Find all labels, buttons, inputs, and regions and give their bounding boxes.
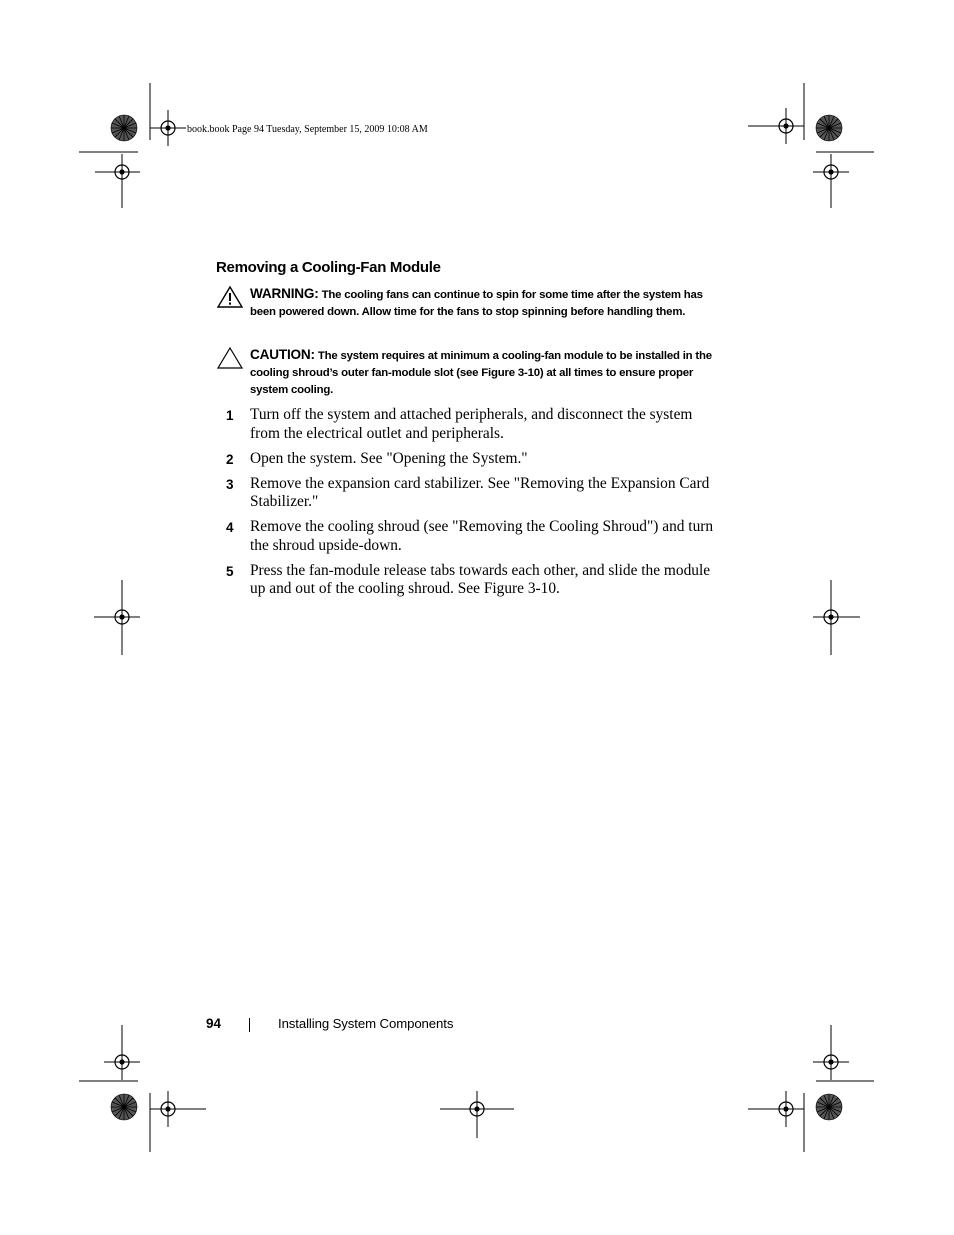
star-target-icon: [111, 115, 137, 141]
procedure-steps: [226, 406, 721, 605]
print-info-header: book.book Page 94 Tuesday, September 15, 2009 10:08 AM: [187, 124, 428, 135]
step-number: 5: [226, 563, 234, 579]
list-item: [226, 562, 721, 599]
step-text: Press the fan-module release tabs towards each other, and slide the module up and out of the cooling shroud. See Figure 3-10.: [250, 561, 711, 597]
step-text: Remove the expansion card stabilizer. See "Removing the Expansion Card Stabilizer.": [250, 474, 710, 510]
crosshair-icon: [150, 110, 186, 146]
crosshair-icon: [813, 1044, 849, 1080]
step-text: Open the system. See "Opening the System.": [250, 449, 528, 467]
star-target-icon: [816, 115, 842, 141]
caution-triangle-icon: [216, 346, 244, 370]
crosshair-icon: [104, 599, 140, 635]
step-number: 3: [226, 476, 234, 492]
page-number: 94: [206, 1016, 222, 1031]
step-number: 1: [226, 408, 234, 423]
list-item: [226, 406, 721, 443]
caution-text: [250, 346, 720, 399]
warning-label: WARNING:: [250, 286, 319, 301]
section-title: Removing a Cooling-Fan Module: [216, 259, 441, 276]
crosshair-icon: [813, 599, 849, 635]
crosshair-icon: [150, 1091, 186, 1127]
step-number: 2: [226, 451, 234, 467]
crosshair-icon: [104, 1044, 140, 1080]
crosshair-icon: [768, 1091, 804, 1127]
crosshair-icon: [459, 1091, 495, 1127]
caution-label: CAUTION:: [250, 347, 315, 362]
warning-body: The cooling fans can continue to spin for some time after the system has been powered down. Allow time for the fans to stop spinning before handling them.: [250, 289, 703, 318]
caution-body: The system requires at minimum a cooling-fan module to be installed in the cooling shroud’s outer fan-module slot (see Figure 3-10) at all times to ensure proper system cooling.: [250, 350, 712, 396]
warning-notice: [216, 285, 716, 341]
star-target-icon: [111, 1094, 137, 1120]
footer-divider: [249, 1018, 250, 1032]
chapter-title: Installing System Components: [278, 1016, 454, 1031]
list-item: [226, 475, 721, 512]
list-item: [226, 450, 721, 469]
step-text: Turn off the system and attached peripherals, and disconnect the system from the electrical outlet and peripherals.: [250, 406, 693, 442]
caution-notice: [216, 346, 716, 402]
step-number: 4: [226, 520, 234, 535]
warning-triangle-icon: [216, 285, 244, 309]
star-target-icon: [816, 1094, 842, 1120]
warning-text: [250, 285, 720, 321]
crosshair-icon: [768, 108, 804, 144]
list-item: [226, 518, 721, 555]
step-text: Remove the cooling shroud (see "Removing the Cooling Shroud") and turn the shroud upside-down.: [250, 518, 714, 554]
